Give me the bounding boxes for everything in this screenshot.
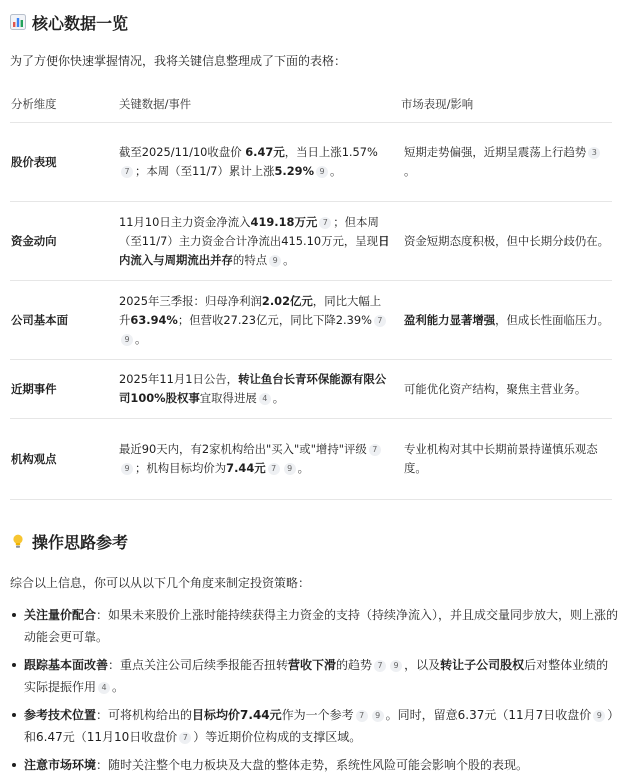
citation-badge[interactable]: 7: [374, 660, 386, 672]
text-run: ；但本周（至11/7）主力资金合计净流出415.10万元，呈现: [119, 214, 379, 248]
citation-badge[interactable]: 7: [268, 463, 280, 475]
citation-badge[interactable]: 4: [259, 393, 271, 405]
text-run: ；但营收27.23亿元，同比下降2.39%: [177, 312, 372, 327]
text-run: 宜取得进展: [199, 391, 257, 405]
column-header: 分析维度: [10, 86, 118, 123]
row-data: [118, 202, 400, 281]
strategy-list: [10, 604, 620, 776]
citation-badge[interactable]: 7: [319, 217, 331, 229]
text-run: ，同比大幅上升: [119, 293, 382, 327]
row-dimension: 公司基本面: [10, 281, 118, 360]
citation-badge[interactable]: 4: [98, 682, 110, 694]
bold-text: 2.02亿元: [261, 293, 313, 308]
bold-text: 跟踪基本面改善: [24, 658, 109, 672]
bold-text: 目标均价7.44元: [192, 708, 282, 722]
row-dimension: 资金动向: [10, 202, 118, 281]
text-run: ：随时关注整个电力板块及大盘的整体走势，系统性风险可能会影响个股的表现。: [96, 758, 529, 772]
text-run: ：可将机构给出的: [96, 708, 193, 722]
list-item: [10, 654, 620, 698]
text-run: 。: [404, 164, 416, 178]
citation-badge[interactable]: 9: [316, 166, 328, 178]
text-run: ；本周（至11/7）累计上涨: [135, 164, 275, 178]
data-table: [10, 86, 612, 500]
row-data: [118, 123, 400, 202]
citation-badge[interactable]: 7: [179, 732, 191, 744]
bold-text: 转让鱼台长青环保能源有限公司100%股权事: [119, 372, 387, 405]
text-run: 2025年11月1日公告，: [119, 372, 239, 386]
row-impact: [400, 202, 612, 281]
row-impact: [400, 123, 612, 202]
table-row: [10, 360, 612, 419]
text-run: 。: [112, 680, 125, 694]
citation-badge[interactable]: 9: [269, 255, 281, 267]
list-item: [10, 754, 620, 776]
citation-badge[interactable]: 9: [121, 463, 133, 475]
table-header-row: [10, 86, 612, 123]
intro-text: 为了方便你快速掌握情况，我将关键信息整理成了下面的表格：: [10, 54, 347, 68]
bold-text: 419.18万元: [250, 214, 318, 229]
text-run: 。: [283, 252, 295, 267]
text-run: ）等近期价位构成的支撑区域。: [193, 730, 362, 744]
section-heading-core-data: [10, 0, 620, 40]
citation-badge[interactable]: 9: [593, 710, 605, 722]
list-item: [10, 604, 620, 648]
text-run: 。: [272, 391, 285, 405]
table-row: [10, 281, 612, 360]
row-data: [118, 360, 400, 419]
bold-text: 盈利能力显著增强: [404, 312, 496, 327]
bold-text: 5.29%: [274, 164, 315, 178]
text-run: 截至2025/11/10收盘价: [119, 145, 246, 159]
text-run: 。: [297, 461, 310, 475]
text-run: 。同时，留意6.37元（11月7日收盘价: [385, 708, 592, 722]
text-run: 资金短期态度积极，但中长期分歧仍在。: [404, 233, 610, 248]
bold-text: 63.94%: [130, 312, 178, 327]
row-data: [118, 281, 400, 360]
column-header: 市场表现/影响: [400, 86, 612, 123]
bold-text: 注意市场环境: [24, 758, 97, 772]
table-row: [10, 202, 612, 281]
citation-badge[interactable]: 9: [372, 710, 384, 722]
section-title: 操作思路参考: [32, 532, 129, 552]
text-run: 的特点: [232, 252, 268, 267]
row-impact: [400, 360, 612, 419]
text-run: 短期走势偏强，近期呈震荡上行趋势: [404, 145, 587, 159]
text-run: 2025年三季报：归母净利润: [119, 293, 262, 308]
bold-text: 营收下滑: [288, 658, 337, 672]
row-impact: [400, 419, 612, 500]
lead-text: 综合以上信息，你可以从以下几个角度来制定投资策略：: [10, 576, 311, 590]
text-run: ）和6.47元（11月10日收盘价: [24, 708, 620, 744]
text-run: 后对整体业绩的实际提振作用: [24, 658, 609, 694]
text-run: 11月10日主力资金净流入: [119, 214, 251, 229]
citation-badge[interactable]: 9: [121, 334, 133, 346]
column-header: 关键数据/事件: [118, 86, 400, 123]
section-title: 核心数据一览: [32, 13, 129, 33]
table-row: [10, 123, 612, 202]
lightbulb-icon: [10, 533, 26, 549]
section-heading-strategy: [10, 528, 620, 554]
citation-badge[interactable]: 7: [356, 710, 368, 722]
text-run: ，以及: [404, 658, 441, 672]
text-run: ；机构目标均价为: [135, 461, 227, 475]
row-dimension: 机构观点: [10, 419, 118, 500]
bold-text: 日内流入与周期流出并存: [119, 233, 390, 267]
text-run: ，但成长性面临压力。: [495, 312, 610, 327]
table-row: [10, 419, 612, 500]
row-data: [118, 419, 400, 500]
bold-text: 参考技术位置: [24, 708, 97, 722]
row-dimension: 近期事件: [10, 360, 118, 419]
text-run: 最近90天内，有2家机构给出"买入"或"增持"评级: [119, 442, 367, 456]
text-run: ：重点关注公司后续季报能否扭转: [108, 658, 289, 672]
list-item: [10, 704, 620, 748]
bold-text: 转让子公司股权: [440, 658, 525, 672]
text-run: 作为一个参考: [281, 708, 354, 722]
text-run: 。: [330, 164, 342, 178]
bold-text: 关注量价配合: [24, 608, 97, 622]
row-impact: [400, 281, 612, 360]
citation-badge[interactable]: 7: [121, 166, 133, 178]
text-run: ：如果未来股价上涨时能持续获得主力资金的支持（持续净流入），并且成交量同步放大，则上涨的动能会更可靠。: [24, 608, 619, 644]
citation-badge[interactable]: 7: [374, 315, 386, 327]
bold-text: 6.47元: [245, 145, 285, 159]
text-run: 可能优化资产结构，聚焦主营业务。: [404, 381, 587, 396]
text-run: 的趋势: [336, 658, 373, 672]
row-dimension: 股价表现: [10, 123, 118, 202]
citation-badge[interactable]: 9: [390, 660, 402, 672]
citation-badge[interactable]: 7: [369, 444, 381, 456]
text-run: 。: [135, 331, 147, 346]
bar-chart-icon: [10, 14, 26, 30]
text-run: 专业机构对其中长期前景持谨慎乐观态度。: [404, 442, 598, 475]
text-run: ，当日上涨1.57%: [284, 145, 378, 159]
bold-text: 7.44元: [226, 461, 266, 475]
citation-badge[interactable]: 3: [588, 147, 600, 159]
citation-badge[interactable]: 9: [284, 463, 296, 475]
